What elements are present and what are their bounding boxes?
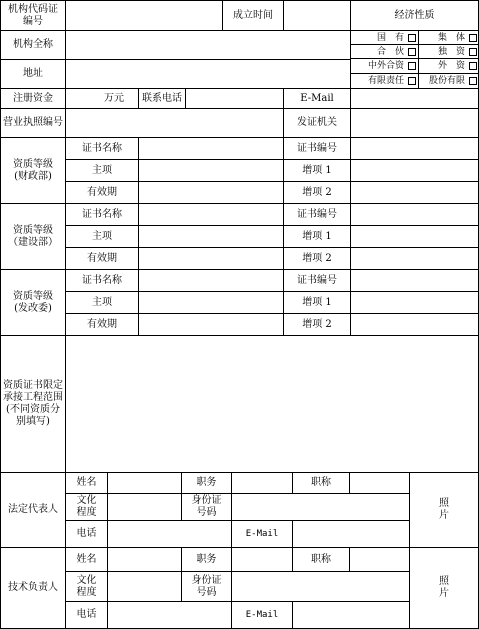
checkbox-icon[interactable] (408, 48, 416, 56)
id-no-field[interactable] (231, 571, 410, 602)
add-item-1-field[interactable] (350, 291, 479, 314)
cert-no-field[interactable] (350, 203, 479, 226)
add-item-2-field[interactable] (350, 247, 479, 270)
valid-period-label: 有效期 (65, 247, 139, 270)
id-no-field[interactable] (231, 493, 410, 521)
add-item-2-field[interactable] (350, 313, 479, 336)
econ-option-collective[interactable]: 集 体 (420, 31, 477, 44)
add-item-2-label: 增项 2 (283, 313, 351, 336)
email-field[interactable] (350, 88, 479, 109)
photo-box[interactable]: 照 片 (409, 472, 479, 548)
add-item-1-label: 增项 1 (283, 291, 351, 314)
position-label: 职务 (181, 472, 232, 494)
phone-field[interactable] (107, 520, 232, 548)
email-label: E-Mail (283, 88, 351, 109)
add-item-2-field[interactable] (350, 181, 479, 204)
education-field[interactable] (107, 493, 182, 521)
cert-name-label: 证书名称 (65, 203, 139, 226)
econ-option-foreign[interactable]: 外 资 (420, 59, 477, 73)
econ-option-sole[interactable]: 独 资 (420, 45, 477, 58)
position-field[interactable] (231, 547, 293, 572)
econ-nature-label: 经济性质 (350, 0, 479, 31)
valid-period-label: 有效期 (65, 181, 139, 204)
cert-name-label: 证书名称 (65, 269, 139, 292)
cert-no-label: 证书编号 (283, 137, 351, 160)
position-label: 职务 (181, 547, 232, 572)
cert-name-field[interactable] (138, 137, 284, 160)
cert-no-label: 证书编号 (283, 203, 351, 226)
add-item-1-field[interactable] (350, 225, 479, 248)
checkbox-icon[interactable] (408, 34, 416, 42)
cert-name-field[interactable] (138, 203, 284, 226)
reg-capital-field[interactable] (65, 88, 139, 109)
job-title-field[interactable] (349, 547, 410, 572)
econ-option-state[interactable]: 国 有 (352, 31, 416, 44)
reg-capital-label: 注册资金 (0, 88, 66, 109)
founded-field[interactable] (283, 0, 351, 31)
name-field[interactable] (107, 547, 182, 572)
address-label: 地址 (0, 59, 66, 89)
checkbox-icon[interactable] (469, 62, 477, 70)
address-field[interactable] (65, 59, 351, 89)
cert-no-field[interactable] (350, 137, 479, 160)
scope-field[interactable] (65, 335, 479, 473)
valid-period-field[interactable] (138, 313, 284, 336)
email-label: E-Mail (231, 601, 293, 629)
person-title: 技术负责人 (0, 547, 66, 629)
org-name-field[interactable] (65, 30, 351, 60)
add-item-1-label: 增项 1 (283, 225, 351, 248)
currency-unit: 万元 (104, 92, 124, 104)
issuer-field[interactable] (350, 108, 479, 138)
job-title-label: 职称 (292, 547, 350, 572)
phone-label: 电话 (65, 601, 108, 629)
person-title: 法定代表人 (0, 472, 66, 548)
econ-option-llc[interactable]: 有限责任 (352, 74, 416, 88)
job-title-field[interactable] (349, 472, 410, 494)
checkbox-icon[interactable] (408, 77, 416, 85)
id-no-label: 身份证 号码 (181, 571, 232, 602)
name-field[interactable] (107, 472, 182, 494)
econ-option-share[interactable]: 股份有限 (420, 74, 477, 88)
main-item-field[interactable] (138, 291, 284, 314)
add-item-2-label: 增项 2 (283, 247, 351, 270)
photo-box[interactable]: 照 片 (409, 547, 479, 629)
main-item-label: 主项 (65, 159, 139, 182)
valid-period-label: 有效期 (65, 313, 139, 336)
phone-label: 电话 (65, 520, 108, 548)
qual-group-title: 资质等级 (发改委) (0, 269, 66, 336)
email-field[interactable] (292, 520, 410, 548)
cert-name-label: 证书名称 (65, 137, 139, 160)
add-item-1-label: 增项 1 (283, 159, 351, 182)
license-label: 营业执照编号 (0, 108, 66, 138)
checkbox-icon[interactable] (408, 62, 416, 70)
email-label: E-Mail (231, 520, 293, 548)
econ-option-partnership[interactable]: 合 伙 (352, 45, 416, 58)
position-field[interactable] (231, 472, 293, 494)
main-item-field[interactable] (138, 159, 284, 182)
email-field[interactable] (292, 601, 410, 629)
qual-group-title: 资质等级 （建设部） (0, 203, 66, 270)
main-item-label: 主项 (65, 291, 139, 314)
cert-name-field[interactable] (138, 269, 284, 292)
org-code-label: 机构代码证 编号 (0, 0, 66, 31)
cert-no-field[interactable] (350, 269, 479, 292)
main-item-field[interactable] (138, 225, 284, 248)
education-field[interactable] (107, 571, 182, 602)
add-item-2-label: 增项 2 (283, 181, 351, 204)
qual-group-title: 资质等级 (财政部) (0, 137, 66, 204)
valid-period-field[interactable] (138, 181, 284, 204)
checkbox-icon[interactable] (469, 48, 477, 56)
phone-label: 联系电话 (138, 88, 186, 109)
econ-option-jv[interactable]: 中外合资 (352, 59, 416, 73)
name-label: 姓名 (65, 547, 108, 572)
founded-label: 成立时间 (222, 0, 284, 31)
name-label: 姓名 (65, 472, 108, 494)
checkbox-icon[interactable] (469, 34, 477, 42)
main-item-label: 主项 (65, 225, 139, 248)
phone-field[interactable] (185, 88, 284, 109)
add-item-1-field[interactable] (350, 159, 479, 182)
job-title-label: 职称 (292, 472, 350, 494)
license-field[interactable] (65, 108, 284, 138)
scope-label: 资质证书限定 承接工程范围 (不同资质分 别填写) (0, 335, 66, 473)
valid-period-field[interactable] (138, 247, 284, 270)
org-name-label: 机构全称 (0, 30, 66, 60)
checkbox-icon[interactable] (469, 77, 477, 85)
phone-field[interactable] (107, 601, 232, 629)
education-label: 文化 程度 (65, 493, 108, 521)
org-code-field[interactable] (65, 0, 223, 31)
cert-no-label: 证书编号 (283, 269, 351, 292)
issuer-label: 发证机关 (283, 108, 351, 138)
id-no-label: 身份证 号码 (181, 493, 232, 521)
education-label: 文化 程度 (65, 571, 108, 602)
